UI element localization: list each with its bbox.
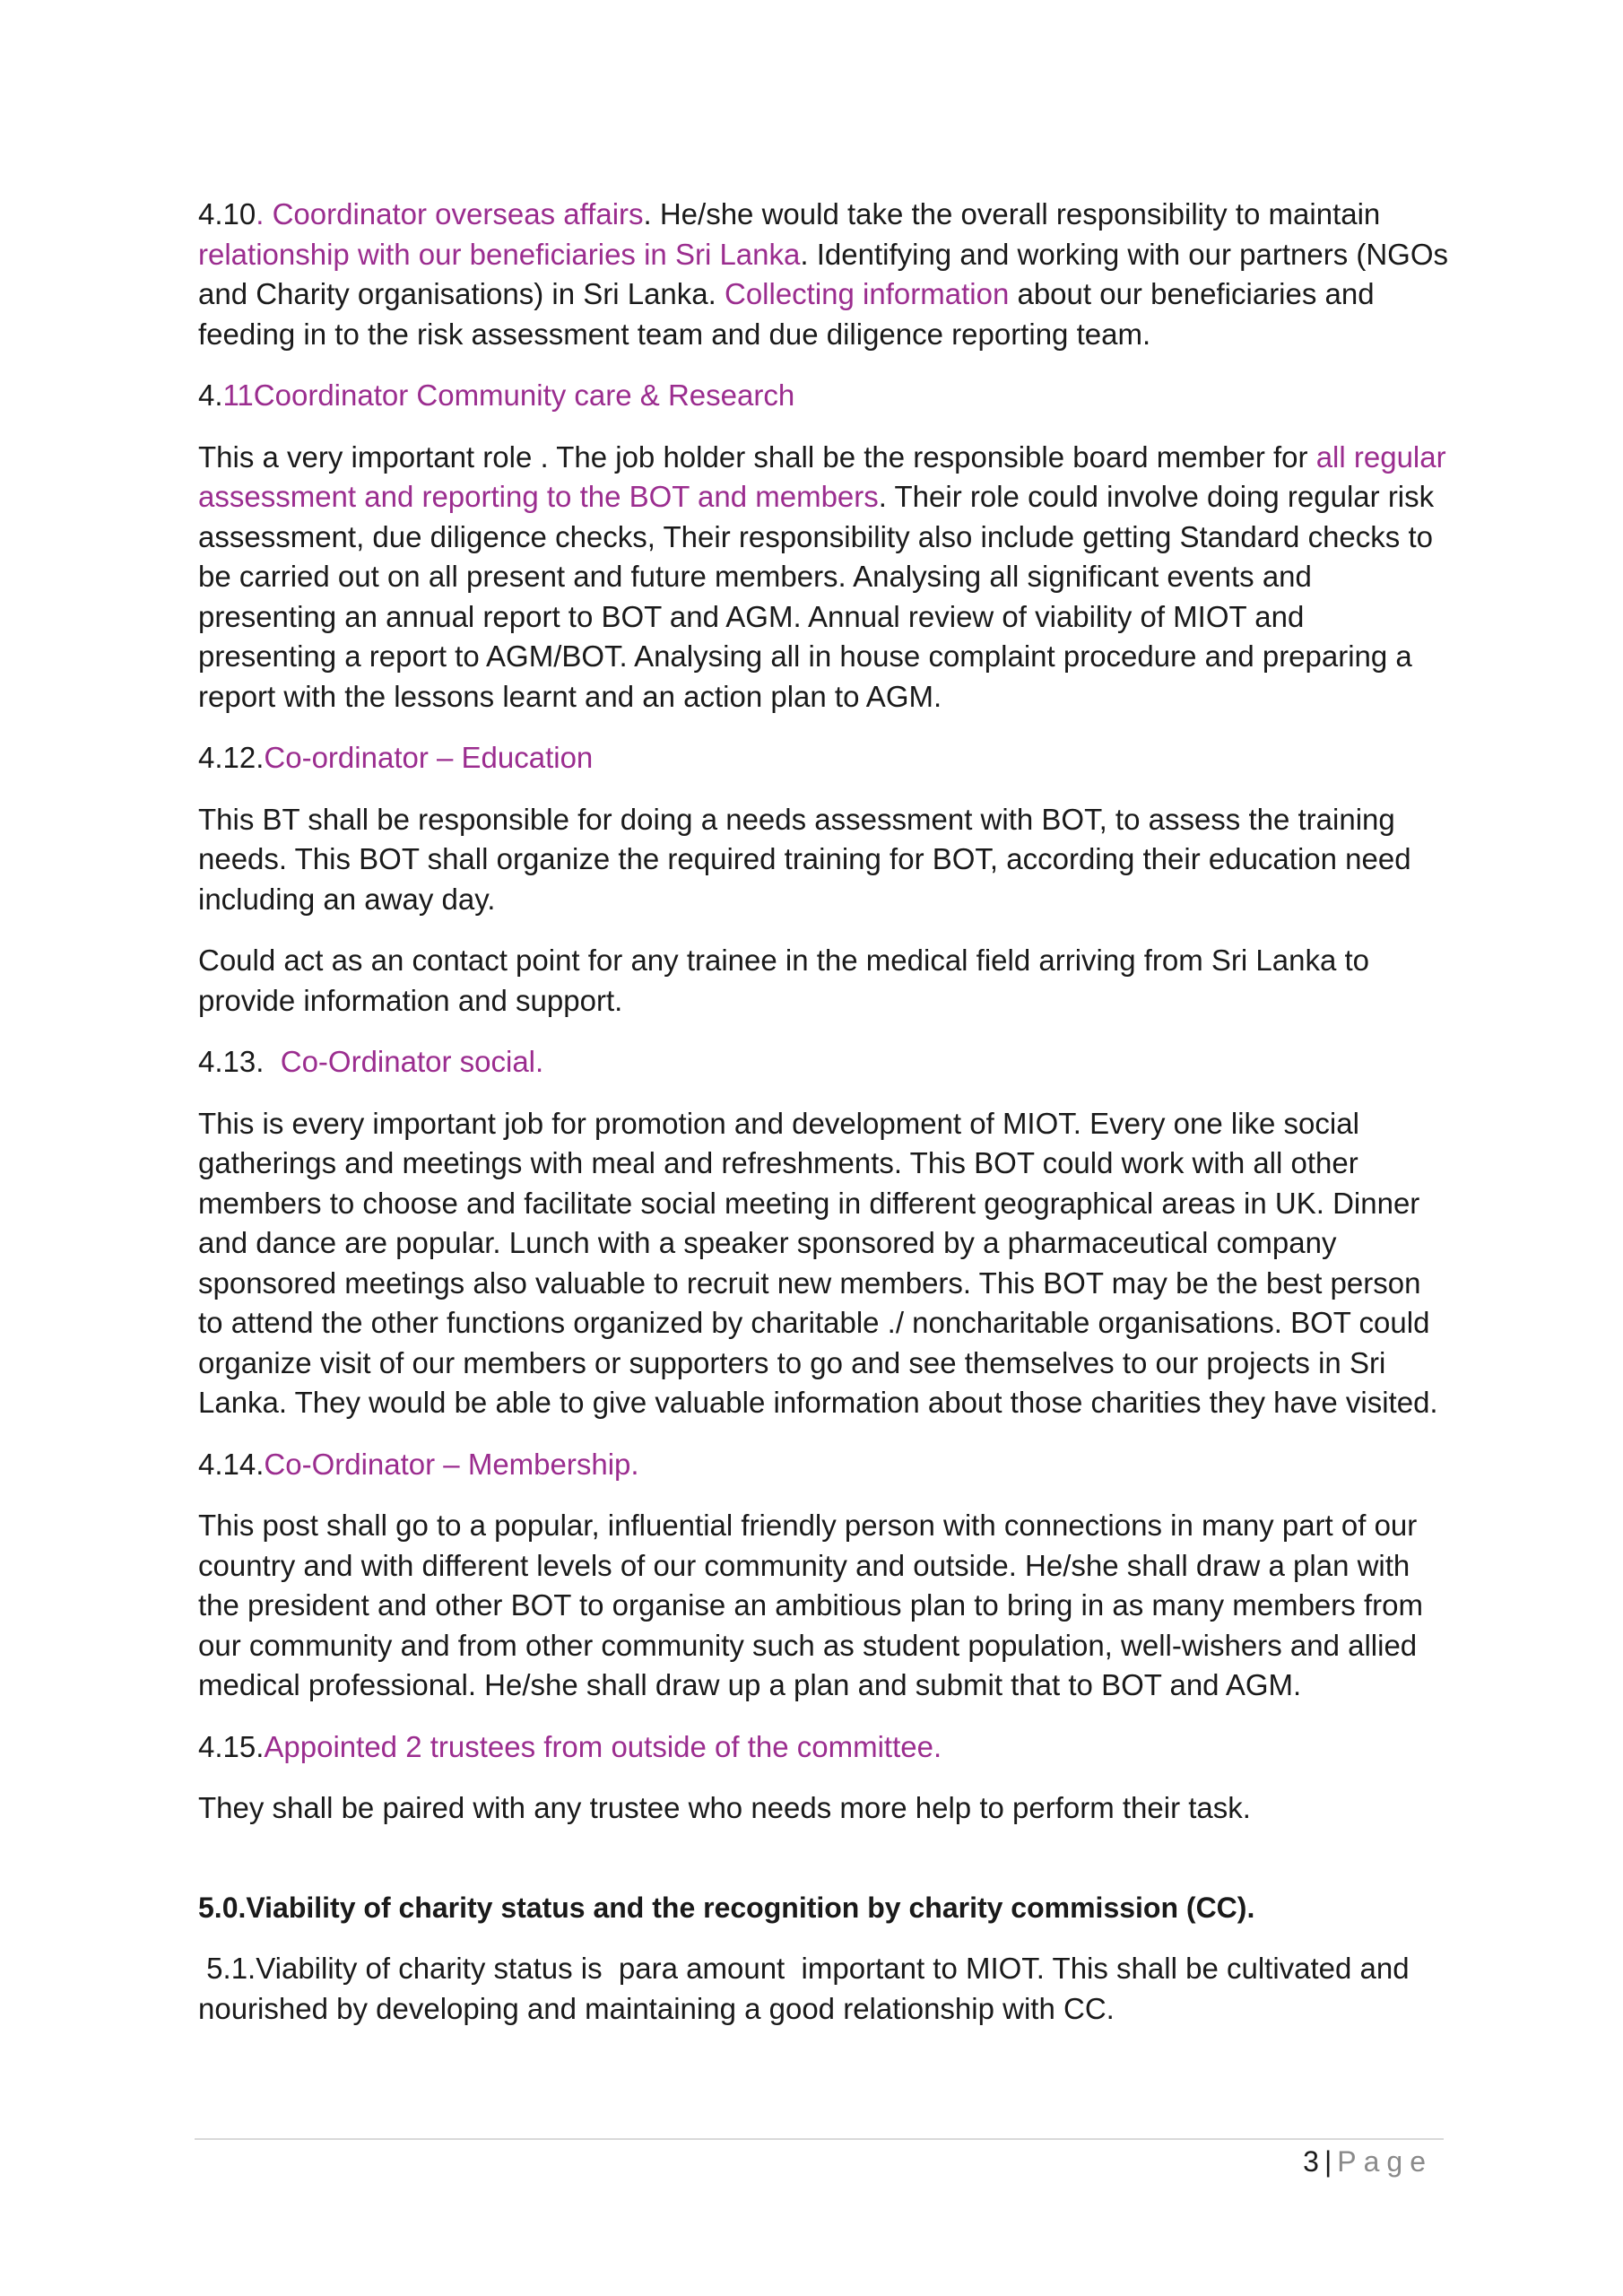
section-4-14-number: 4.14. <box>198 1447 265 1481</box>
section-4-15-number: 4.15. <box>198 1729 265 1763</box>
section-4-11-highlight: all regular assessment and reporting to the BOT and members <box>198 439 1446 513</box>
section-4-12-title: Co-ordinator – Education <box>264 741 594 774</box>
section-5-0-heading: 5.0.Viability of charity status and the recognition by charity commission (CC). <box>198 1891 1255 1924</box>
section-4-14-paragraph: This post shall go to a popular, influential friendly person with connections in many part of our country and with different levels of our community and outside. He/she shall draw a plan with the president and other BOT to organise an ambitious plan to bring in as many members from our community and from other community such as student population, well-wishers and allied medical professional. He/she shall draw up a plan and submit that to BOT and AGM. <box>198 1509 1423 1701</box>
section-4-11-text-1: This a very important role . The job holder shall be the responsible board member for <box>198 439 1316 474</box>
section-4-12-paragraph-2: Could act as an contact point for any trainee in the medical field arriving from Sri Lanka to provide information and support. <box>198 944 1370 1017</box>
page-footer <box>1303 2142 1433 2181</box>
section-4-10-text-2: . Identifying and working with our partners (NGOs and Charity organisations) in Sri Lanka. <box>198 237 1449 310</box>
page-number: 3 <box>1303 2145 1319 2178</box>
section-4-11-text-2: . Their role could involve doing regular risk assessment, due diligence checks, Their responsibility also include getting Standard checks to be carried out on all present and future members. Analysing all significant events and presenting an annual report to BOT and AGM. Annual review of viability of MIOT and presenting a report to AGM/BOT. Analysing all in house complaint procedure and preparing a report with the lessons learnt and an action plan to AGM. <box>198 480 1435 713</box>
section-4-13-paragraph: This is every important job for promotion and development of MIOT. Every one like social gatherings and meetings with meal and refreshments. This BOT could work with all other members to choose and facilitate social meeting in different geographical areas in UK. Dinner and dance are popular. Lunch with a speaker sponsored by a pharmaceutical company sponsored meetings also valuable to recruit new members. This BOT may be the best person to attend the other functions organized by charitable ./ noncharitable organisations. BOT could organize visit of our members or supporters to go and see themselves to our projects in Sri Lanka. They would be able to give valuable information about those charities they have visited. <box>198 1106 1438 1419</box>
section-4-11-heading <box>198 376 1449 416</box>
section-4-15-title: Appointed 2 trustees from outside of the committee. <box>264 1729 942 1763</box>
section-4-10-role-title: Coordinator overseas affairs <box>272 197 644 230</box>
section-4-15-heading <box>198 1727 1449 1768</box>
section-4-13-title: Co-Ordinator social. <box>280 1045 544 1078</box>
section-4-10-text-3: about our beneficiaries and feeding in to the risk assessment team and due diligence reporting team. <box>198 277 1375 351</box>
section-4-10-collecting-phrase: Collecting information <box>724 277 1010 310</box>
section-4-11-paragraph <box>198 438 1449 718</box>
section-4-10-dot: . <box>256 197 273 230</box>
section-4-13-number: 4.13. <box>198 1045 281 1078</box>
section-4-10-number: 4.10 <box>198 197 256 230</box>
section-5-1-paragraph: 5.1.Viability of charity status is para amount important to MIOT. This shall be cultivated and nourished by developing and maintaining a good relationship with CC. <box>198 1952 1418 2025</box>
section-4-14-title: Co-Ordinator – Membership. <box>264 1447 639 1481</box>
section-4-11-number: 4. <box>198 378 223 412</box>
section-4-12-number: 4.12. <box>198 741 265 774</box>
section-4-15-paragraph: They shall be paired with any trustee who needs more help to perform their task. <box>198 1791 1251 1824</box>
section-4-10-text-1: . He/she would take the overall responsibility to maintain <box>643 197 1381 230</box>
page-label: Page <box>1337 2145 1433 2178</box>
footer-separator: | <box>1324 2145 1332 2178</box>
section-4-10-relationship-phrase: relationship with our beneficiaries in Sri Lanka <box>198 237 801 271</box>
section-4-13-heading <box>198 1042 1449 1083</box>
page-body <box>198 195 1449 2050</box>
section-4-10-paragraph <box>198 195 1449 354</box>
footer-divider <box>195 2138 1444 2140</box>
section-4-12-heading <box>198 738 1449 778</box>
section-4-14-heading <box>198 1445 1449 1485</box>
section-4-11-title: 11Coordinator Community care & Research <box>222 378 795 412</box>
section-4-12-paragraph-1: This BT shall be responsible for doing a needs assessment with BOT, to assess the training needs. This BOT shall organize the required training for BOT, according their education need including an away day. <box>198 802 1411 916</box>
